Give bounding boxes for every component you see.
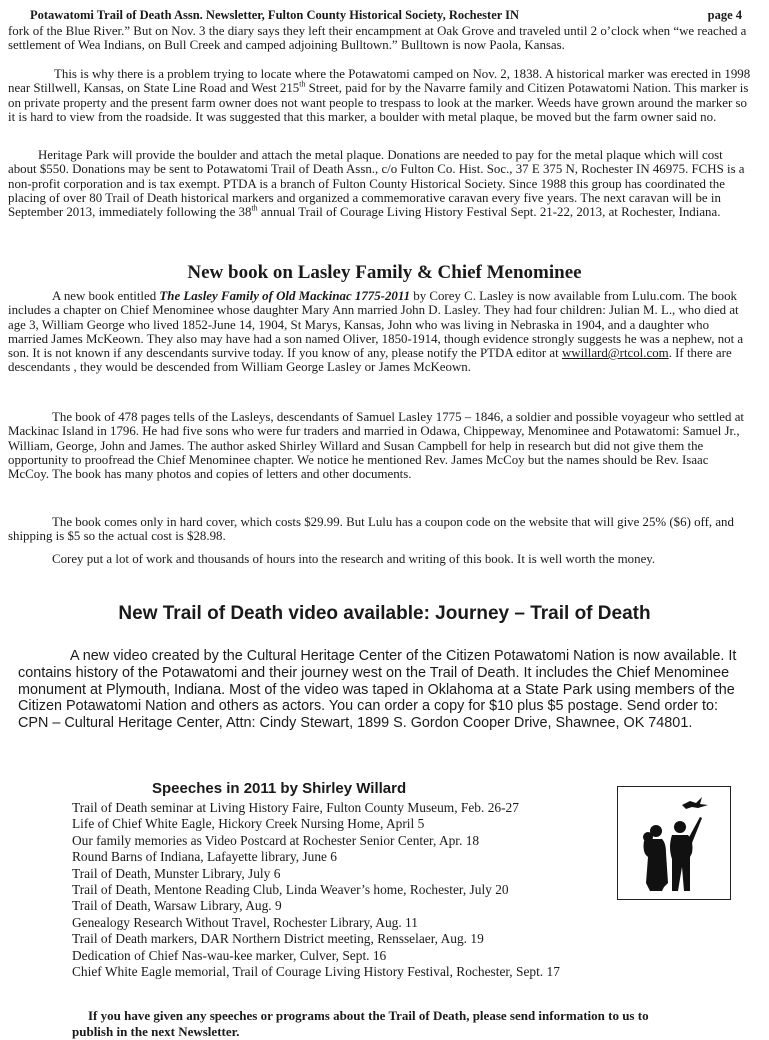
page-header [30, 8, 742, 23]
speech-item: Round Barns of Indiana, Lafayette library, June 6 [72, 849, 338, 865]
speech-item: Life of Chief White Eagle, Hickory Creek Nursing Home, April 5 [72, 816, 425, 832]
speech-item: Chief White Eagle memorial, Trail of Courage Living History Festival, Rochester, Sept. 17 [72, 964, 560, 980]
speech-item: Trail of Death, Mentone Reading Club, Linda Weaver’s home, Rochester, July 20 [72, 882, 509, 898]
speech-item: Trail of Death seminar at Living History Faire, Fulton County Museum, Feb. 26-27 [72, 800, 519, 815]
book-paragraph-3 [8, 515, 752, 544]
video-paragraph [18, 648, 752, 732]
book-p3-text: The book comes only in hard cover, which costs $29.99. But Lulu has a coupon code on the website that will give 25% ($6) off, and shipping is $5 so the actual cost is $28.98. [8, 515, 734, 544]
intro-paragraph-2 [8, 67, 752, 124]
intro-p1-text: fork of the Blue River.” But on Nov. 3 the diary says they left their encampment at Oak Grove and traveled until 2 o’clock when “we reached a settlement of Wea Indians, on Bull Creek and camped adjoining Bulltown.” Bulltown is now Paola, Kansas. [8, 24, 747, 53]
silhouette-illustration [618, 787, 730, 899]
intro-p3-sup: th [251, 203, 258, 213]
intro-p2-sup: th [299, 80, 306, 89]
book-p4-text: Corey put a lot of work and thousands of hours into the research and writing of this book. It is well worth the money. [52, 552, 656, 566]
speech-item: Dedication of Chief Nas-wau-kee marker, Culver, Sept. 16 [72, 947, 387, 963]
intro-p2-text-b: Street, paid for by the Navarre family and Citizen Potawatomi Nation. This marker is on private property and the present farm owner does not want people to trespass to look at the marker. Weeds have grown around the marker so it is hard to view from the roadside. It was suggested that this marker, a boulder with metal plaque, be moved but the farm owner said no. [8, 81, 749, 124]
speeches-heading: Speeches in 2011 by Shirley Willard [152, 780, 407, 797]
video-body-text: A new video created by the Cultural Heritage Center of the Citizen Potawatomi Nation is now available. It contains history of the Potawatomi and their journey west on the Trail of Death. It includes the Chief Menominee monument at Plymouth, Indiana. Most of the video was taped in Oklahoma at a State Park using members of the Citizen Potawatomi Nation and others as actors. You can order a copy for $10 plus $5 postage. Send order to: CPN – Cultural Heritage Center, Attn: Cindy Stewart, 1899 S. Gordon Cooper Drive, Shawnee, OK 74801. [18, 648, 737, 732]
figure-right-head [674, 821, 686, 833]
intro-paragraph-1 [8, 24, 752, 53]
speech-item: Trail of Death, Warsaw Library, Aug. 9 [72, 898, 282, 914]
figure-left-body [644, 838, 669, 891]
speech-list [72, 800, 632, 980]
speeches-note-text: If you have given any speeches or programs about the Trail of Death, please send information to us to publish in the next Newsletter. [72, 1008, 649, 1039]
book-heading: New book on Lasley Family & Chief Menominee [187, 262, 582, 283]
intro-p3-text-a: Heritage Park will provide the boulder and attach the metal plaque. Donations are needed to pay for the metal plaque which will cost about $550. Donations may be sent to Potawatomi Trail of Death Assn., c/o Fulton Co. Hist. Soc., 37 E 375 N, Rochester IN 46975. FCHS is a non-profit corporation and is tax exempt. PTDA is a branch of Fulton County Historical Society. Since 1988 this group has coordinated the placing of over 80 Trail of Death historical markers and organized a commemorative caravan every five years. The next caravan will be in September 2013, immediately following the 38 [8, 148, 745, 220]
speeches-note [72, 1008, 662, 1040]
book-p1-text-c: . If there are descendants , they would be descended from William George Lasley or James McKeown. [8, 346, 732, 375]
figure-right-body [670, 835, 693, 891]
book-p1-text-b: by Corey C. Lasley is now available from Lulu.com. The book includes a chapter on Chief Menominee whose daughter Mary Ann married John D. Lasley. They had four children: Julian M. L., who died at age 3, William George who lived 1852-June 14, 1904, St Marys, Kansas, John who was living in Nebraska in 1904, and a daughter who married James McKeown. They also may have had a son named Oliver, 1850-1914, though evidence strongly suggests he was a nephew, not a son. It is not known if any descendants survive today. If you know of any, please notify the PTDA editor at [8, 289, 744, 361]
speech-item: Our family memories as Video Postcard at Rochester Senior Center, Apr. 18 [72, 832, 480, 848]
book-p1-text-a: A new book entitled [52, 289, 160, 303]
video-heading: New Trail of Death video available: Journey – Trail of Death [118, 603, 651, 624]
intro-p3-text-b: annual Trail of Courage Living History Festival Sept. 21-22, 2013, at Rochester, Indiana. [257, 205, 721, 220]
book-p2-text: The book of 478 pages tells of the Lasleys, descendants of Samuel Lasley 1775 – 1846, a soldier and possible voyageur who settled at Mackinac Island in 1796. He had five sons who were fur traders and married in Odawa, Chippeway, Menominee and Potawatomi: Samuel Jr., William, George, John and James. The author asked Shirley Willard and Susan Campbell for help in research but did not give them the opportunity to proofread the Chief Menominee chapter. We notice he mentioned Rev. James McCoy but the names should be Rev. Isaac McCoy. The book has many photos and copies of letters and other documents. [8, 410, 744, 482]
book-paragraph-1 [8, 289, 752, 375]
silhouette-figures-with-eagle-icon [617, 786, 731, 900]
book-paragraph-2 [8, 410, 752, 481]
figure-right-arm [688, 817, 702, 843]
speech-item: Genealogy Research Without Travel, Rochester Library, Aug. 11 [72, 914, 418, 930]
header-title: Potawatomi Trail of Death Assn. Newsletter, Fulton County Historical Society, Rochester IN [30, 8, 520, 22]
page-number: page 4 [707, 8, 742, 22]
speech-item: Trail of Death markers, DAR Northern District meeting, Rensselaer, Aug. 19 [72, 931, 484, 947]
intro-paragraph-3 [8, 148, 752, 219]
book-title: The Lasley Family of Old Mackinac 1775-2011 [159, 289, 411, 303]
intro-p2-text-a: This is why there is a problem trying to locate where the Potawatomi camped on Nov. 2, 1838. A historical marker was erected in 1998 near Stillwell, Kansas, on State Line Road and West 215 [8, 67, 751, 96]
book-paragraph-4 [8, 552, 752, 566]
eagle-shape [682, 797, 708, 809]
editor-email-link[interactable]: wwillard@rtcol.com [561, 346, 669, 361]
speech-item: Trail of Death, Munster Library, July 6 [72, 865, 281, 881]
